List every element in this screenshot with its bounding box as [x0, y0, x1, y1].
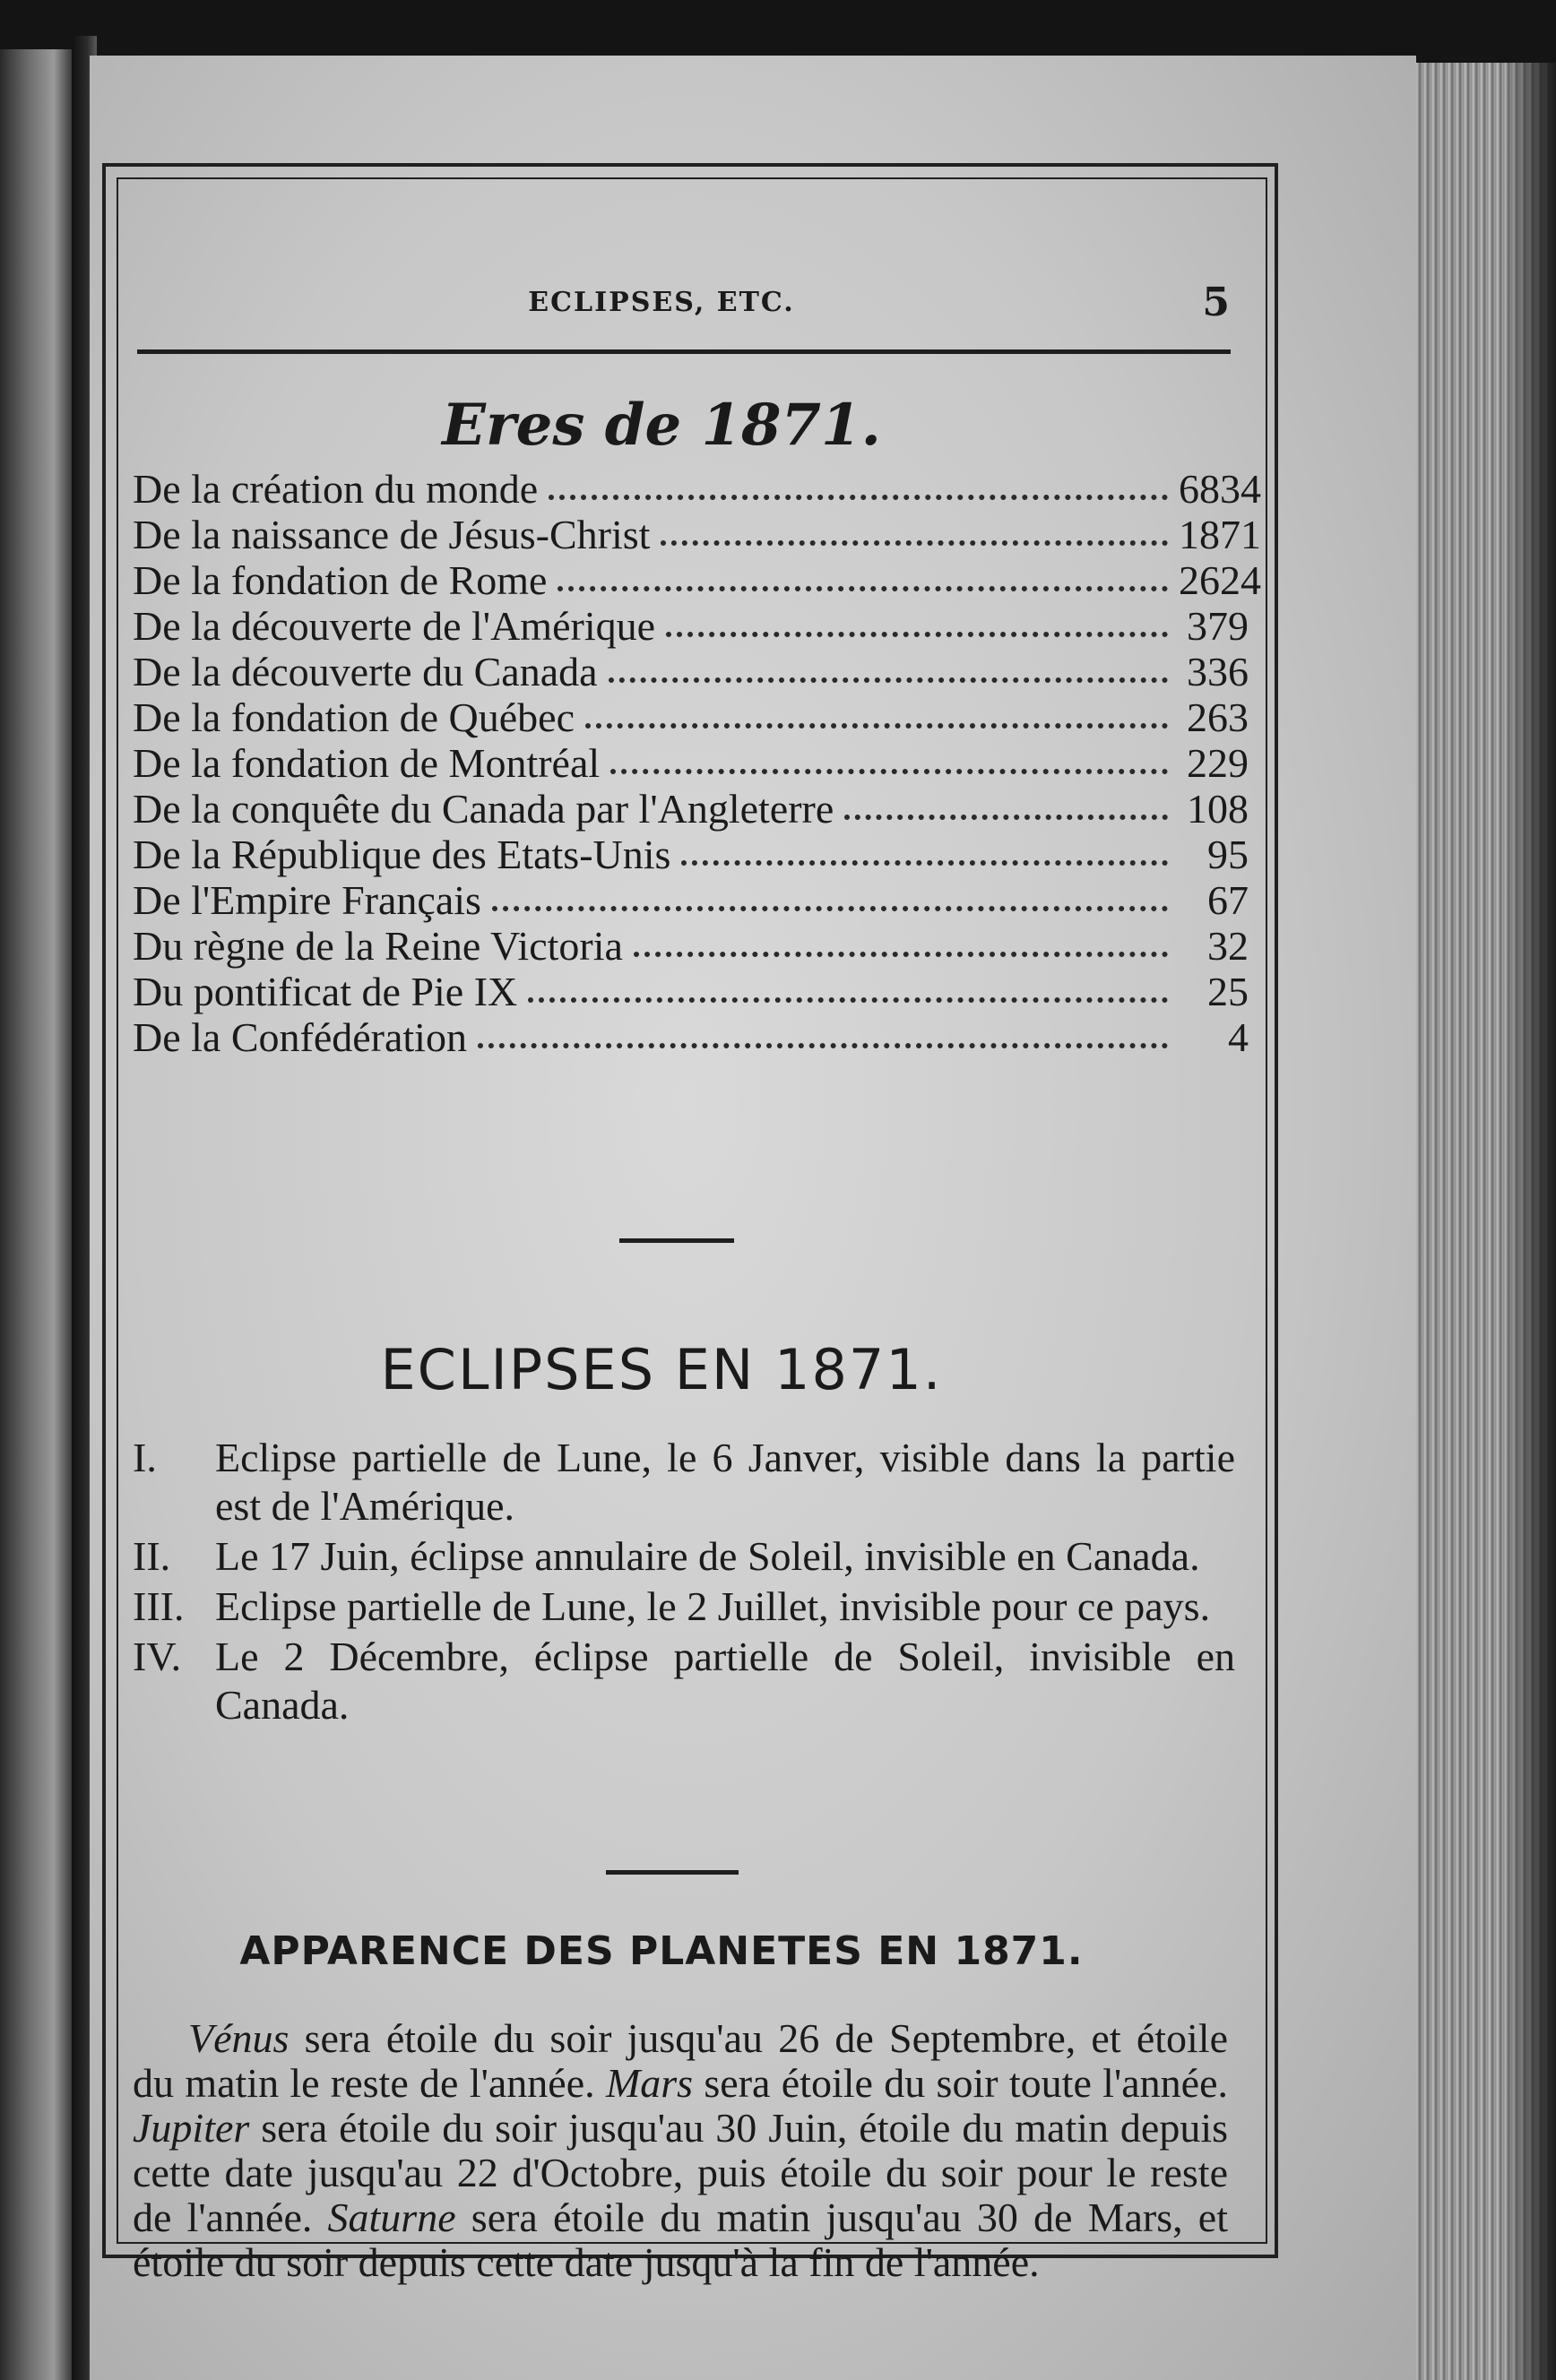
dot-leader: [844, 815, 1168, 820]
planets-paragraph: [133, 2016, 1228, 2285]
eres-value: 95: [1207, 832, 1249, 877]
dot-leader: [528, 997, 1168, 1003]
eres-value: 1871: [1179, 512, 1261, 557]
eres-value: 336: [1187, 649, 1249, 694]
eres-row: [133, 649, 1249, 694]
eres-value: 379: [1187, 603, 1249, 649]
page-stack-edges: [1398, 63, 1556, 2380]
eclipse-number: II.: [133, 1533, 171, 1579]
dot-leader: [609, 677, 1168, 683]
dot-leader: [558, 586, 1168, 591]
eclipse-text: Eclipse partielle de Lune, le 2 Juillet, invisible pour ce pays.: [215, 1583, 1211, 1629]
running-head-title: ECLIPSES, ETC.: [528, 287, 795, 318]
eres-row: [133, 786, 1249, 832]
eres-label: De la fondation de Montréal: [133, 740, 601, 786]
dot-leader: [492, 906, 1168, 911]
planet-mars: Mars: [605, 2060, 694, 2106]
eres-label: De la conquête du Canada par l'Angleterre: [133, 786, 834, 832]
eres-value: 67: [1207, 877, 1249, 923]
eres-label: De la République des Etats-Unis: [133, 832, 671, 877]
dot-leader: [585, 723, 1168, 729]
eres-value: 32: [1207, 923, 1249, 969]
running-head: [133, 278, 1249, 323]
eres-row: [133, 557, 1261, 603]
eres-label: De la fondation de Rome: [133, 557, 548, 603]
dot-leader: [549, 495, 1168, 500]
eres-value: 229: [1187, 740, 1249, 786]
almanac-page: [90, 56, 1416, 2380]
dot-leader: [478, 1043, 1168, 1048]
eres-value: 263: [1187, 694, 1249, 740]
mars-text: sera étoile du soir toute l'année.: [693, 2060, 1228, 2106]
planet-venus: Vénus: [188, 2015, 290, 2061]
dot-leader: [681, 860, 1168, 866]
eres-row: [133, 877, 1249, 923]
eres-label: De la Confédération: [133, 1014, 467, 1060]
eclipse-text: Eclipse partielle de Lune, le 6 Janver, visible dans la partie est de l'Amérique.: [215, 1435, 1235, 1529]
eres-row: [133, 923, 1249, 969]
eclipse-item: [133, 1582, 1235, 1631]
planet-jupiter: Jupiter: [133, 2105, 250, 2151]
planet-saturne: Saturne: [327, 2195, 456, 2240]
eclipse-item: [133, 1633, 1235, 1729]
eclipse-number: III.: [133, 1583, 185, 1629]
eres-list: [133, 466, 1261, 1060]
eclipse-item: [133, 1434, 1235, 1531]
jupiter-text: sera étoile du soir jusqu'au 30 Juin, étoile du matin depuis cette date jusqu'au 22 d'Octobre, puis étoile du soir pour le reste de l'année.: [133, 2105, 1228, 2240]
eres-row: [133, 466, 1261, 512]
eres-value: 108: [1187, 786, 1249, 832]
eclipse-number: IV.: [133, 1634, 182, 1679]
eres-row: [133, 969, 1249, 1014]
eres-row: [133, 740, 1249, 786]
eres-row: [133, 1014, 1249, 1060]
eres-value: 25: [1207, 969, 1249, 1014]
section-divider: [606, 1870, 739, 1875]
eres-row: [133, 832, 1249, 877]
eres-label: De la fondation de Québec: [133, 694, 575, 740]
eres-row: [133, 512, 1261, 557]
eclipse-item: [133, 1532, 1235, 1581]
eres-value: 4: [1228, 1014, 1249, 1060]
eres-row: [133, 694, 1249, 740]
page-content: [133, 163, 1261, 2285]
dot-leader: [666, 632, 1168, 637]
eres-row: [133, 603, 1249, 649]
eclipse-text: Le 2 Décembre, éclipse partielle de Soleil, invisible en Canada.: [215, 1634, 1235, 1728]
page-number: 5: [1202, 280, 1232, 325]
eclipses-list: [133, 1434, 1235, 1731]
dot-leader: [634, 952, 1168, 957]
planets-title: APPARENCE DES PLANETES EN 1871.: [239, 1928, 1084, 1974]
eres-label: De la découverte du Canada: [133, 649, 598, 694]
eres-label: Du pontificat de Pie IX: [133, 969, 518, 1014]
eclipse-number: I.: [133, 1435, 157, 1480]
eres-value: 6834: [1179, 466, 1261, 512]
header-rule: [137, 349, 1231, 354]
eres-label: De la naissance de Jésus-Christ: [133, 512, 651, 557]
eclipses-title: ECLIPSES EN 1871.: [380, 1337, 943, 1402]
eres-value: 2624: [1179, 557, 1261, 603]
left-page-edge: [0, 49, 72, 2380]
eres-title: Eres de 1871.: [442, 392, 881, 459]
section-divider: [619, 1238, 734, 1243]
saturne-text: sera étoile du matin jusqu'au 30 de Mars, et étoile du soir depuis cette date jusqu'à la fin de l'année.: [133, 2195, 1228, 2285]
eclipse-text: Le 17 Juin, éclipse annulaire de Soleil, invisible en Canada.: [215, 1533, 1200, 1579]
dot-leader: [661, 540, 1168, 546]
venus-text: sera étoile du soir jusqu'au 26 de Septembre, et étoile du matin le reste de l'année.: [133, 2015, 1228, 2106]
eres-label: De l'Empire Français: [133, 877, 481, 923]
dot-leader: [610, 769, 1168, 774]
eres-label: Du règne de la Reine Victoria: [133, 923, 623, 969]
eres-label: De la création du monde: [133, 466, 539, 512]
eres-label: De la découverte de l'Amérique: [133, 603, 656, 649]
